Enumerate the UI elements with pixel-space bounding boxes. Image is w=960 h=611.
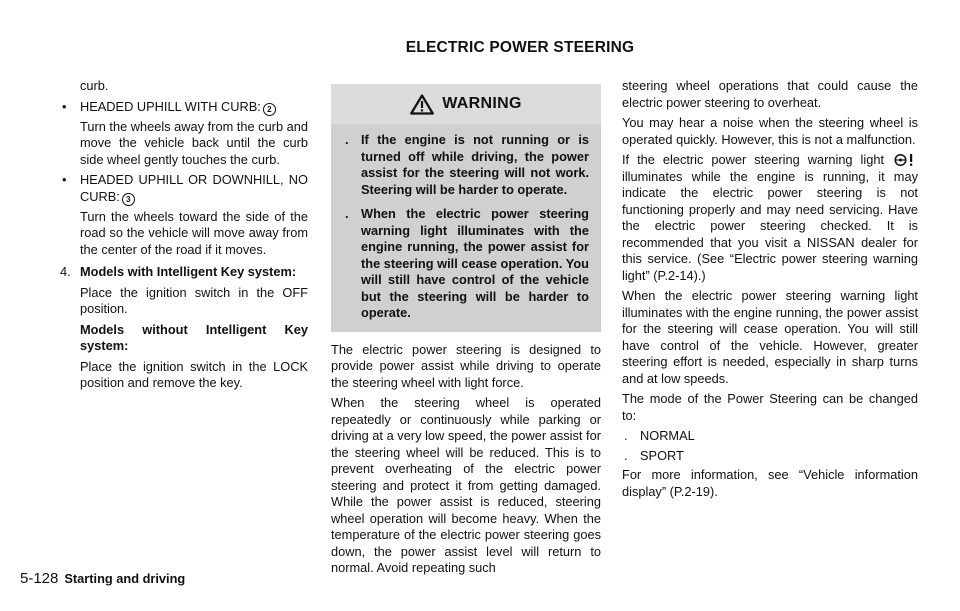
warning-item-text: When the electric power steering warning light illuminates with the engine running, the power assist for the steering will cease operation. You will still have control of the vehicle but the steering will be harder to operate. bbox=[361, 206, 589, 320]
warning-item bbox=[343, 206, 589, 322]
paragraph: For more information, see “Vehicle information display” (P.2-19). bbox=[622, 467, 918, 499]
paragraph-warning-light bbox=[622, 152, 918, 284]
bullet-text: Turn the wheels away from the curb and move the vehicle back until the curb side wheel gently touches the curb. bbox=[80, 118, 308, 167]
warning-title: WARNING bbox=[442, 94, 522, 112]
mode-label: NORMAL bbox=[640, 428, 695, 443]
steering-warning-light-icon bbox=[894, 153, 916, 167]
bullet-text: Turn the wheels toward the side of the road so the vehicle will move away from the center of the road if it moves. bbox=[80, 208, 308, 257]
warning-item bbox=[343, 132, 589, 198]
bullet-dot-icon: . bbox=[624, 447, 628, 463]
step-text: Place the ignition switch in the LOCK position and remove the key. bbox=[80, 358, 308, 390]
warning-triangle-icon bbox=[410, 94, 434, 115]
bullet-dot-icon: • bbox=[62, 172, 67, 187]
circled-number-icon: 2 bbox=[263, 103, 276, 116]
bullet-dot-icon: • bbox=[62, 98, 67, 114]
page-title: ELECTRIC POWER STEERING bbox=[405, 39, 635, 56]
page-number: 5-128 bbox=[20, 570, 59, 587]
paragraph: steering wheel operations that could cause the electric power steering to overheat. bbox=[622, 78, 918, 110]
mode-list-item bbox=[622, 428, 918, 445]
step-heading: Models with Intelligent Key system: bbox=[80, 264, 297, 279]
mode-label: SPORT bbox=[640, 447, 684, 463]
circled-number-icon: 3 bbox=[122, 193, 135, 206]
curb-tail-text: curb. bbox=[80, 78, 109, 93]
paragraph-text: If the electric power steering warning light bbox=[622, 152, 885, 167]
warning-item-text: If the engine is not running or is turned off while driving, the power assist for the steering will not work. Steering will be harder to operate. bbox=[361, 132, 589, 197]
warning-box bbox=[331, 84, 601, 332]
column-right bbox=[622, 78, 918, 504]
step-text: Place the ignition switch in the OFF position. bbox=[80, 284, 308, 316]
warning-body bbox=[331, 124, 601, 332]
bullet-label: HEADED UPHILL OR DOWNHILL, NO CURB: bbox=[80, 172, 308, 204]
paragraph: You may hear a noise when the steering wheel is operated quickly. However, this is not a malfunction. bbox=[622, 115, 918, 147]
section-name: Starting and driving bbox=[64, 571, 186, 586]
bullet-dot-icon: . bbox=[345, 132, 349, 147]
step-4 bbox=[60, 264, 308, 392]
paragraph: The mode of the Power Steering can be changed to: bbox=[622, 391, 918, 423]
page-footer bbox=[20, 571, 185, 588]
list-item-uphill-downhill-no-curb bbox=[60, 172, 308, 206]
bullet-label: HEADED UPHILL WITH CURB: bbox=[80, 98, 261, 114]
step-number: 4. bbox=[60, 264, 71, 279]
list-item-uphill-with-curb bbox=[60, 99, 308, 116]
paragraph-text: illuminates while the engine is running, it may indicate the electric power steering is not functioning properly and may need servicing. Have the electric power steering checked. It is recommended that you visit a NISSAN dealer for this service. (See “Electric power steering warning light” (P.2-14).) bbox=[622, 168, 918, 283]
paragraph: When the steering wheel is operated repeatedly or continuously while parking or driving at a very low speed, the power assist for the steering wheel will be reduced. This is to prevent overheating of the electric power steering and protect it from getting damaged. While the power assist is reduced, steering wheel operation will become heavy. When the temperature of the electric power steering goes down, the power assist level will return to normal. Avoid repeating such bbox=[331, 395, 601, 575]
column-middle bbox=[331, 84, 601, 581]
mode-list-item bbox=[622, 448, 918, 465]
paragraph: When the electric power steering warning light illuminates with the engine running, the power assist for the steering will cease operation. You will still have control of the vehicle. However, greater steering effort is needed, especially in sharp turns and at low speeds. bbox=[622, 288, 918, 386]
paragraph: The electric power steering is designed to provide power assist while driving to operate the steering wheel with light force. bbox=[331, 341, 601, 390]
column-left bbox=[60, 78, 308, 396]
warning-header bbox=[331, 84, 601, 124]
step-heading: Models without Intelligent Key system: bbox=[80, 321, 308, 353]
bullet-dot-icon: . bbox=[345, 206, 349, 221]
bullet-dot-icon: . bbox=[624, 428, 628, 443]
